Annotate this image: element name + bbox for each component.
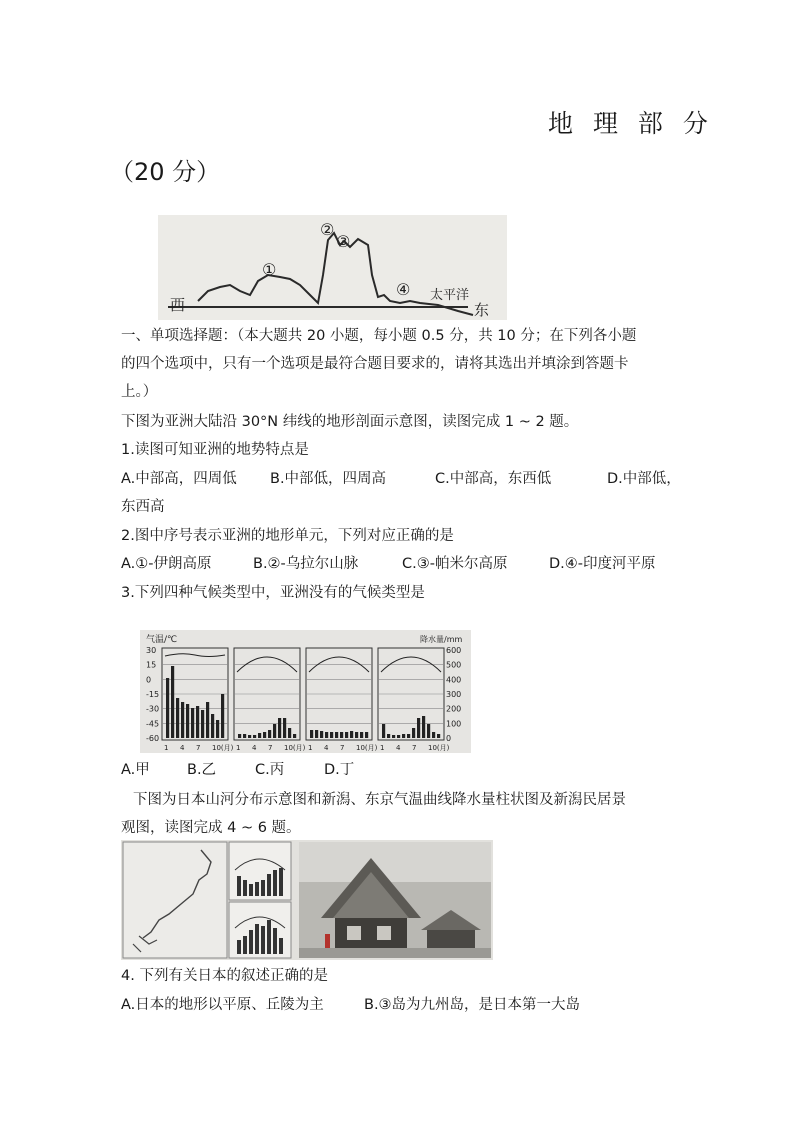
month-tick: 7 [268,744,273,752]
precip-bar [432,732,435,738]
precip-bar [382,724,385,738]
precip-bar [335,732,338,738]
precip-bar [437,734,440,738]
precip-bar [211,714,214,738]
precip-bar [201,710,204,738]
precip-bar [253,735,256,738]
temp-tick: 30 [146,646,157,655]
q3-option-b[interactable]: B.乙 [187,762,217,778]
precip-bar [412,728,415,738]
precip-bar [268,730,271,738]
q2-option-b[interactable]: B.②-乌拉尔山脉 [253,556,359,572]
section-score: （20 分） [110,158,221,186]
month-tick: 10(月) [284,744,306,752]
precip-bar [206,702,209,738]
q4-options [121,991,681,1019]
month-tick: 1 [236,744,241,752]
q1-option-d-continued: 东西高 [121,499,165,515]
precip-bar [288,728,291,738]
precip-bar [330,732,333,738]
temp-curve [165,654,225,657]
q4-stem: 4. 下列有关日本的叙述正确的是 [121,968,328,984]
q3-stem: 3.下列四种气候类型中，亚洲没有的气候类型是 [121,585,425,601]
precip-bar [176,698,179,738]
precip-bar [355,732,358,738]
precip-bar [186,704,189,738]
precip-bar [407,734,410,738]
precip-bar [283,718,286,738]
q2-option-d[interactable]: D.④-印度河平原 [549,556,656,572]
precip-bar [402,734,405,738]
month-tick: 7 [196,744,201,752]
month-tick: 1 [308,744,313,752]
precip-bar [258,733,261,738]
q2-options [121,550,681,578]
intro-q4-6-continued: 观图，读图完成 4 ~ 6 题。 [121,820,301,836]
temp-tick: -30 [146,704,160,714]
q2-option-a[interactable]: A.①-伊朗高原 [121,556,212,572]
japan-figure [121,840,493,960]
precip-bar [181,702,184,738]
precip-bar [196,706,199,738]
precip-bar [392,735,395,738]
q1-option-c[interactable]: C.中部高，东西低 [435,471,552,487]
precip-bar [315,730,318,738]
precip-bar [310,730,313,738]
profile-label-3: ③ [336,232,351,251]
q1-option-a[interactable]: A.中部高，四周低 [121,471,237,487]
q3-option-a[interactable]: A.甲 [121,762,150,778]
profile-label-east: 东 [474,301,490,319]
month-tick: 4 [252,744,257,752]
q3-options [121,756,421,784]
precip-bar [360,732,363,738]
precip-bar [278,718,281,738]
intro-q1-2: 下图为亚洲大陆沿 30°N 纬线的地形剖面示意图，读图完成 1 ~ 2 题。 [121,414,579,430]
profile-label-4: ④ [396,280,411,299]
precip-bar [340,732,343,738]
month-tick: 4 [180,744,185,752]
section-title: 地 理 部 分 [548,109,714,138]
temp-tick: 15 [146,660,157,670]
precip-tick: 200 [446,704,462,714]
temp-tick: 0 [146,675,152,685]
profile-label-ocean: 太平洋 [430,288,470,303]
precip-bar [221,694,224,738]
q4-option-a[interactable]: A.日本的地形以平原、丘陵为主 [121,997,324,1013]
precip-bar [325,732,328,738]
precip-bar [216,720,219,738]
month-tick: 10(月) [356,744,378,752]
precip-bar [243,734,246,738]
month-tick: 1 [380,744,385,752]
instructions-line-2: 的四个选项中，只有一个选项是最符合题目要求的，请将其选出并填涂到答题卡 [121,356,629,372]
precip-bar [397,735,400,738]
q2-stem: 2.图中序号表示亚洲的地形单元，下列对应正确的是 [121,528,454,544]
precip-bar [191,708,194,738]
temp-tick: -15 [146,690,160,699]
precip-tick: 500 [446,660,462,670]
month-tick: 7 [412,744,417,752]
precip-tick: 100 [446,719,462,729]
precip-bar [417,718,420,738]
precip-bar [238,734,241,738]
q1-option-b[interactable]: B.中部低，四周高 [270,471,387,487]
precip-bar [248,735,251,738]
precip-tick: 0 [446,734,452,743]
precip-bar [293,734,296,738]
precip-bar [365,732,368,738]
precip-bar [345,732,348,738]
month-tick: 1 [164,744,169,752]
precip-bar [263,732,266,738]
precip-bar [422,716,425,738]
q1-option-d[interactable]: D.中部低， [607,471,681,487]
precip-bar [171,666,174,738]
precip-bar [320,731,323,738]
precip-axis-label: 降水量/mm [420,635,463,644]
month-tick: 10(月) [428,744,450,752]
q3-option-d[interactable]: D.丁 [324,762,355,778]
precip-tick: 400 [446,675,462,685]
q1-options [121,465,681,493]
profile-label-1: ① [262,260,277,279]
precip-bar [427,724,430,738]
intro-q4-6: 下图为日本山河分布示意图和新潟、东京气温曲线降水量柱状图及新潟民居景 [133,792,626,808]
q1-stem: 1.读图可知亚洲的地势特点是 [121,442,309,458]
precip-bar [273,724,276,738]
precip-bar [387,734,390,738]
q3-option-c[interactable]: C.丙 [255,762,285,778]
month-tick: 10(月) [212,744,234,752]
month-tick: 7 [340,744,345,752]
month-tick: 4 [324,744,329,752]
instructions-line-3: 上。） [121,384,158,400]
terrain-profile-figure [158,215,507,320]
q4-option-b[interactable]: B.③岛为九州岛，是日本第一大岛 [364,997,581,1013]
precip-bar [166,678,169,738]
instructions-line-1: 一、单项选择题：（本大题共 20 小题，每小题 0.5 分，共 10 分；在下列各小题 [121,328,637,344]
profile-label-west: 西 [170,296,186,314]
temp-tick: -60 [146,734,160,743]
month-tick: 4 [396,744,401,752]
precip-bar [350,731,353,738]
q2-option-c[interactable]: C.③-帕米尔高原 [402,556,508,572]
profile-label-2: ② [320,220,335,239]
temp-tick: -45 [146,719,160,729]
precip-tick: 300 [446,690,462,699]
temp-axis-label: 气温/℃ [146,635,178,645]
precip-tick: 600 [446,646,462,655]
climate-charts-figure [140,630,471,753]
